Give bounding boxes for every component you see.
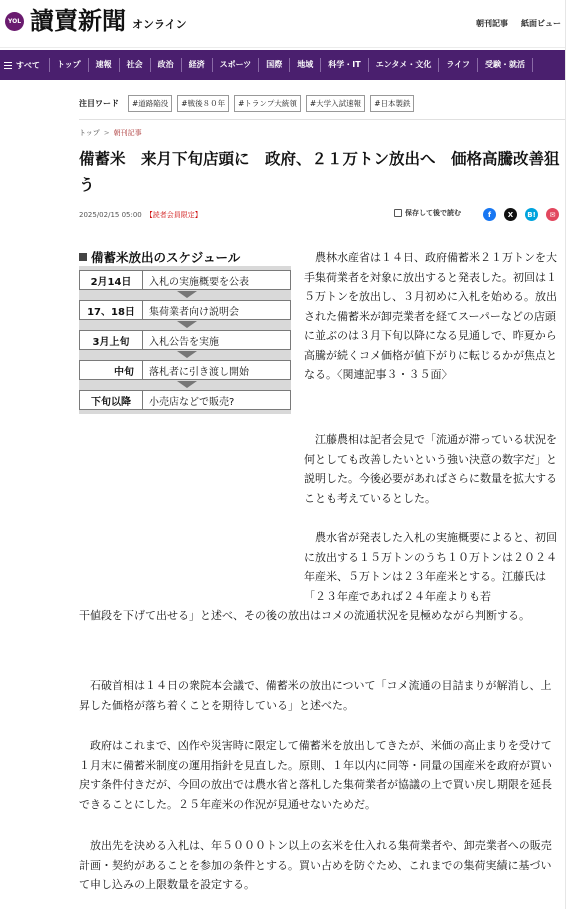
arrow-down-icon [177, 291, 197, 298]
nav-item-sports[interactable]: スポーツ [213, 58, 260, 72]
arrow-down-icon [177, 381, 197, 388]
article-paragraph-text: 干値段を下げて出せる」と述べ、その後の放出はコメの流通状況を見極めながら判断する。 [79, 609, 530, 622]
schedule-date: 2月14日 [79, 270, 143, 290]
save-for-later-label: 保存して後で読む [405, 209, 461, 217]
schedule-date: 中旬 [79, 360, 143, 380]
nav-item-world[interactable]: 国際 [259, 58, 290, 72]
article-paragraph [79, 528, 560, 626]
trending-tag[interactable]: #日本製鉄 [370, 95, 414, 112]
bookmark-icon [394, 209, 402, 217]
divider [79, 119, 566, 120]
nav-item-top[interactable]: トップ [50, 58, 89, 72]
nav-item-science-it[interactable]: 科学・IT [321, 58, 368, 72]
schedule-event: 小売店などで販売? [143, 390, 291, 410]
header-link-paper-view[interactable]: 紙面ビュー [521, 19, 561, 28]
save-for-later-button[interactable] [394, 208, 461, 218]
site-logo[interactable]: 讀賣新聞 [30, 6, 126, 35]
trending-tag[interactable]: #大学入試速報 [306, 95, 365, 112]
breadcrumb-top[interactable]: トップ [79, 129, 100, 137]
article-title: 備蓄米 来月下旬店頭に 政府、２１万トン放出へ 価格高騰改善狙う [79, 150, 560, 194]
article-paragraph: 江藤農相は記者会見で「流通が滞っている状況を何としても改善したいという強い決意の数字だ」と説明した。今後必要があればさらに数量を拡大することも考えているとした。 [304, 433, 557, 505]
nav-item-local[interactable]: 地域 [290, 58, 321, 72]
mail-icon[interactable]: ✉ [546, 208, 559, 221]
breadcrumb [79, 128, 142, 138]
trending-tag[interactable]: #トランプ大統領 [234, 95, 301, 112]
nav-item-life[interactable]: ライフ [439, 58, 478, 72]
nav-item-society[interactable]: 社会 [120, 58, 151, 72]
yol-logo-icon[interactable]: YOL [5, 12, 24, 31]
member-only-label: 【読者会員限定】 [145, 211, 202, 219]
schedule-date: 3月上旬 [79, 330, 143, 350]
trending-tag[interactable]: #戦後８０年 [177, 95, 229, 112]
nav-item-exams[interactable]: 受験・就活 [478, 58, 533, 72]
trending-tag[interactable]: #道路陥没 [128, 95, 172, 112]
article-meta [79, 210, 202, 220]
nav-item-economy[interactable]: 経済 [182, 58, 213, 72]
breadcrumb-separator: > [103, 129, 110, 137]
arrow-down-icon [177, 351, 197, 358]
bullet-icon [79, 253, 87, 261]
schedule-date: 下旬以降 [79, 390, 143, 410]
nav-all-button[interactable] [0, 58, 50, 72]
schedule-figure-title [79, 248, 240, 266]
schedule-event: 落札者に引き渡し開始 [143, 360, 291, 380]
main-nav [0, 50, 566, 80]
nav-item-entertainment[interactable]: エンタメ・文化 [369, 58, 440, 72]
article-paragraph-text: 農水省が発表した入札の実施概要によると、初回に放出する１５万トンのうち１０万トンは２０２４年産米、５万トンは２３年産米とする。江藤氏は「２３年産であれば２４年産よりも若 [304, 531, 557, 603]
nav-item-politics[interactable]: 政治 [151, 58, 182, 72]
article-paragraph: 農林水産省は１４日、政府備蓄米２１万トンを大手集荷業者を対象に放出すると発表した。初回は１５万トンを放出し、３月初めに入札を始める。放出された備蓄米が卸売業者を経てスーパーなどの店頭に並ぶのは３月下旬以降になる見通しで、昨夏から高騰が続くコメ価格が値下がりに転じるかが焦点となる。〈関連記事３・３５面〉 [304, 251, 557, 381]
article-paragraph: 石破首相は１４日の衆院本会議で、備蓄米の放出について「コメ流通の目詰まりが解消し、上昇した価格が落ち着くことを期待している」と述べた。 [79, 679, 552, 712]
x-icon[interactable]: X [504, 208, 517, 221]
schedule-title-text: 備蓄米放出のスケジュール [91, 250, 241, 265]
schedule-row [79, 360, 291, 380]
breadcrumb-morning-edition[interactable]: 朝刊記事 [113, 129, 142, 137]
site-logo-sub[interactable]: オンライン [132, 18, 187, 31]
menu-icon [4, 60, 12, 71]
hatena-icon[interactable]: B! [525, 208, 538, 221]
facebook-icon[interactable]: f [483, 208, 496, 221]
schedule-event: 入札の実施概要を公表 [143, 270, 291, 290]
schedule-row [79, 330, 291, 350]
schedule-date: 17、18日 [79, 300, 143, 320]
schedule-event: 集荷業者向け説明会 [143, 300, 291, 320]
trending-label: 注目ワード [79, 99, 119, 108]
trending-words [79, 95, 419, 112]
site-header [0, 0, 566, 48]
arrow-down-icon [177, 321, 197, 328]
schedule-event: 入札公告を実施 [143, 330, 291, 350]
nav-all-label: すべて [16, 60, 40, 70]
schedule-row [79, 300, 291, 320]
schedule-row [79, 390, 291, 410]
article-date: 2025/02/15 05:00 [79, 211, 142, 219]
article-paragraph: 政府はこれまで、凶作や災害時に限定して備蓄米を放出してきたが、米価の高止まりを受けて１月末に備蓄米制度の運用指針を見直した。原則、１年以内に同等・同量の国産米を政府が買い戻す条件付きだが、今回の放出では農水省と落札した集荷業者が協議の上で買い戻し期限を延長できることにした。２５年産米の作況が見通せないためだ。 [79, 739, 552, 811]
article-paragraph: 放出先を決める入札は、年５０００トン以上の玄米を仕入れる集荷業者や、卸売業者への販売計画・契約があることを参加の条件とする。買い占めを防ぐため、これまでの集荷実績に基づいて申し込みの上限数量を設定する。 [79, 839, 552, 891]
nav-item-breaking[interactable]: 速報 [89, 58, 120, 72]
header-link-morning-edition[interactable]: 朝刊記事 [476, 19, 508, 28]
schedule-row [79, 270, 291, 290]
